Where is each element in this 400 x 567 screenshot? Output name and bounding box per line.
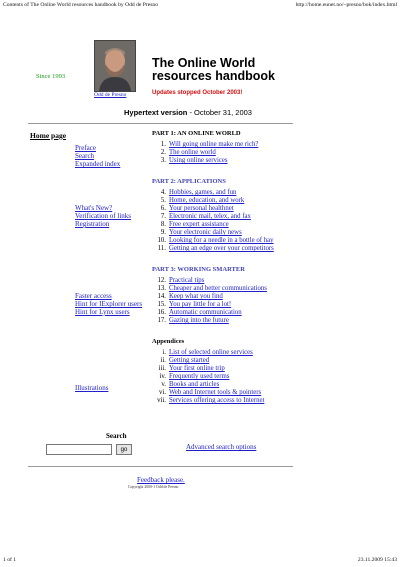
list-item-number: vii. — [157, 397, 166, 404]
print-footer-datetime: 23.11.2009 15:43 — [357, 557, 397, 563]
appendices-list-item — [152, 397, 392, 405]
search-input[interactable] — [46, 444, 112, 455]
list-item-number: 7. — [160, 213, 166, 220]
list-item-number: 13. — [157, 285, 166, 292]
chapter-link[interactable]: Home, education, and work — [169, 197, 245, 204]
copyright-text: Copyright 2000-1 Odd de Presno — [128, 485, 179, 489]
part3-list-item — [152, 317, 392, 325]
appendices-list — [152, 349, 392, 405]
chapter-link[interactable]: Free expert assistance — [169, 221, 229, 228]
chapter-link[interactable]: Frequently used terms — [169, 373, 230, 380]
list-item-number: 8. — [160, 221, 166, 228]
sidebar-group-2 — [75, 204, 131, 228]
book-title-line1: The Online World — [152, 56, 256, 70]
contents-column — [152, 130, 392, 405]
home-page-heading: Home page — [30, 131, 67, 140]
appendices-list-item — [152, 365, 392, 373]
part3-list-item — [152, 285, 392, 293]
updates-stopped-notice: Updates stopped October 2003! — [152, 90, 243, 96]
part3-list-item — [152, 277, 392, 285]
list-item-number: 12. — [157, 277, 166, 284]
sidebar-link-iexplorer-hint[interactable]: Hint for IExplorer users — [75, 300, 143, 308]
appendices-list-item — [152, 357, 392, 365]
sidebar-link-preface[interactable]: Preface — [75, 144, 96, 152]
list-item-number: vi. — [159, 389, 166, 396]
part1-list — [152, 141, 392, 165]
part3-list — [152, 277, 392, 325]
sidebar-link-faster-access[interactable]: Faster access — [75, 292, 112, 300]
appendices-list-item — [152, 389, 392, 397]
sidebar-link-search[interactable]: Search — [75, 152, 95, 160]
part2-list-item — [152, 189, 392, 197]
part3-list-item — [152, 293, 392, 301]
chapter-link[interactable]: Getting started — [169, 357, 210, 364]
version-line — [124, 108, 252, 117]
part2-heading: PART 2: APPLICATIONS — [152, 178, 226, 185]
chapter-link[interactable]: Looking for a needle in a bottle of hay — [169, 237, 274, 244]
sidebar-link-verification[interactable]: Verification of links — [75, 212, 131, 220]
list-item-number: 17. — [157, 317, 166, 324]
search-heading: Search — [106, 432, 127, 440]
list-item-number: 6. — [160, 205, 166, 212]
go-button[interactable]: go — [116, 444, 132, 455]
list-item-number: 4. — [160, 189, 166, 196]
author-link[interactable]: Odd de Presno — [94, 92, 127, 98]
list-item-number: 11. — [157, 245, 166, 252]
list-item-number: 15. — [157, 301, 166, 308]
author-photo — [94, 40, 136, 92]
list-item-number: 2. — [160, 149, 166, 156]
chapter-link[interactable]: Your first online trip — [169, 365, 225, 372]
list-item-number: iii. — [158, 365, 166, 372]
chapter-link[interactable]: Will going online make me rich? — [169, 141, 259, 148]
list-item-number: 14. — [157, 293, 166, 300]
appendices-list-item — [152, 349, 392, 357]
sidebar-link-lynx-hint[interactable]: Hint for Lynx users — [75, 308, 130, 316]
author-portrait-image — [95, 41, 135, 91]
part3-list-item — [152, 309, 392, 317]
part3-list-item — [152, 301, 392, 309]
list-item-number: 10. — [157, 237, 166, 244]
sidebar-group-3 — [75, 292, 142, 316]
feedback-link[interactable]: Feedback please. — [137, 476, 185, 484]
chapter-link[interactable]: Using online services — [169, 157, 228, 164]
list-item-number: 5. — [160, 197, 166, 204]
list-item-number: 1. — [160, 141, 166, 148]
chapter-link[interactable]: Electronic mail, telex, and fax — [169, 213, 251, 220]
print-header-url: http://home.eunet.no/~presno/bok/index.html — [295, 2, 397, 8]
chapter-link[interactable]: List of selected online services — [169, 349, 253, 356]
book-title-line2: resources handbook — [152, 69, 275, 83]
chapter-link[interactable]: Practical tips — [169, 277, 205, 284]
chapter-link[interactable]: The online world — [169, 149, 216, 156]
list-item-number: i. — [162, 349, 166, 356]
list-item-number: 3. — [160, 157, 166, 164]
chapter-link[interactable]: Cheaper and better communications — [169, 285, 267, 292]
advanced-search-link[interactable]: Advanced search options — [186, 443, 257, 451]
top-divider — [28, 123, 293, 124]
chapter-link[interactable]: Books and articles — [169, 381, 220, 388]
version-label: Hypertext version — [124, 108, 188, 117]
part1-heading: PART 1: AN ONLINE WORLD — [152, 130, 241, 137]
part2-list-item — [152, 229, 392, 237]
since-label: Since 1993 — [36, 73, 66, 80]
part3-heading: PART 3: WORKING SMARTER — [152, 266, 245, 273]
appendices-list-item — [152, 373, 392, 381]
chapter-link[interactable]: Your personal healthnet — [169, 205, 234, 212]
sidebar-link-whats-new[interactable]: What's New? — [75, 204, 113, 212]
bottom-divider — [28, 466, 293, 467]
sidebar-link-expanded-index[interactable]: Expanded index — [75, 160, 121, 168]
chapter-link[interactable]: Your electronic daily news — [169, 229, 242, 236]
appendices-heading: Appendices — [152, 338, 185, 345]
appendices-list-item — [152, 381, 392, 389]
chapter-link[interactable]: You pay little for a lot! — [169, 301, 232, 308]
part2-list-item — [152, 197, 392, 205]
sidebar-link-illustrations[interactable]: Illustrations — [75, 384, 109, 392]
part2-list-item — [152, 237, 392, 245]
list-item-number: 16. — [157, 309, 166, 316]
chapter-link[interactable]: Services offering access to Internet — [169, 397, 265, 404]
part2-list-item — [152, 245, 392, 253]
part2-list-item — [152, 221, 392, 229]
chapter-link[interactable]: Gazing into the future — [169, 317, 229, 324]
sidebar-group-1 — [75, 144, 120, 168]
list-item-number: ii. — [160, 357, 166, 364]
print-header-title: Contents of The Online World resources handbook by Odd de Presno — [3, 2, 159, 8]
chapter-link[interactable]: Keep what you find — [169, 293, 223, 300]
version-date: - October 31, 2003 — [187, 108, 252, 117]
part2-list — [152, 189, 392, 253]
sidebar-link-registration[interactable]: Registration — [75, 220, 110, 228]
list-item-number: 9. — [160, 229, 166, 236]
part1-list-item — [152, 141, 392, 149]
chapter-link[interactable]: Automatic communication — [169, 309, 242, 316]
list-item-number: v. — [161, 381, 166, 388]
part2-list-item — [152, 213, 392, 221]
chapter-link[interactable]: Web and Internet tools & pointers — [169, 389, 262, 396]
print-footer-page: 1 of 1 — [3, 557, 17, 563]
sidebar-group-4 — [75, 384, 108, 392]
list-item-number: iv. — [159, 373, 166, 380]
chapter-link[interactable]: Getting an edge over your competitors — [169, 245, 274, 252]
part1-list-item — [152, 149, 392, 157]
chapter-link[interactable]: Hobbies, games, and fun — [169, 189, 237, 196]
part1-list-item — [152, 157, 392, 165]
part2-list-item — [152, 205, 392, 213]
